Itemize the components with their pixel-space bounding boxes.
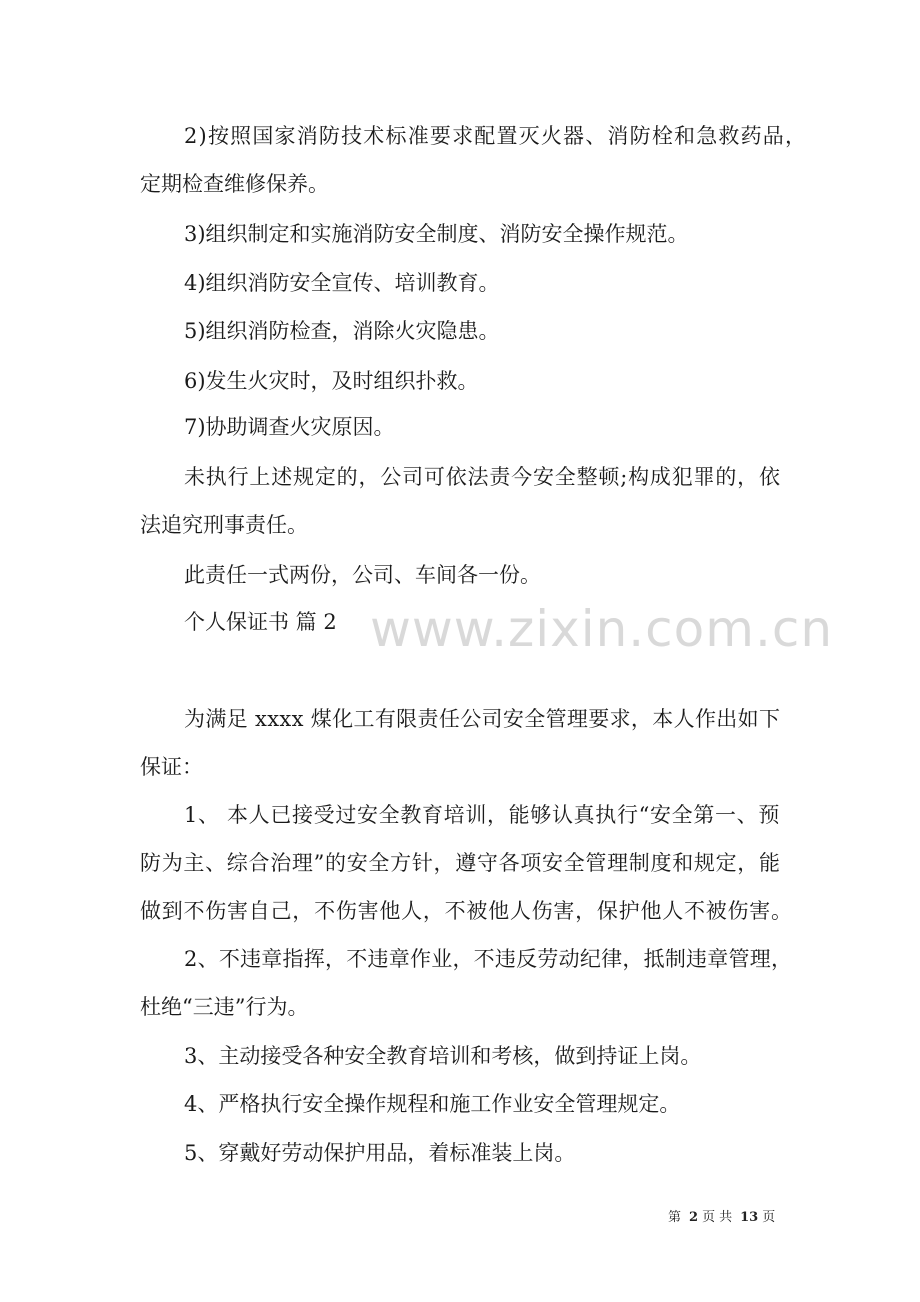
watermark: www.zixin.com.cn	[370, 600, 834, 658]
text-line: 此责任一式两份，公司、车间各一份。	[184, 563, 541, 587]
text-line: 2)按照国家消防技术标准要求配置灭火器、消防栓和急救药品，	[184, 124, 808, 148]
footer-page-number: 2	[689, 1210, 699, 1225]
footer-total-word: 共	[719, 1210, 733, 1225]
text-line: 3)组织制定和实施消防安全制度、消防安全操作规范。	[184, 222, 689, 246]
text-line: 杜绝“三违”行为。	[140, 995, 309, 1019]
text-line: 法追究刑事责任。	[140, 513, 308, 537]
text-line: 定期检查维修保养。	[140, 172, 329, 196]
text-line: 1、 本人已接受过安全教育培训，能够认真执行“安全第一、预	[184, 803, 780, 827]
footer-total-pages: 13	[740, 1210, 759, 1225]
footer-prefix: 第	[668, 1210, 682, 1225]
text-line: 6)发生火灾时，及时组织扑救。	[184, 369, 479, 393]
text-line: 5、穿戴好劳动保护用品，着标准装上岗。	[184, 1141, 576, 1165]
text-line: 5)组织消防检查，消除火灾隐患。	[184, 319, 500, 343]
text-line: 未执行上述规定的，公司可依法责今安全整顿;构成犯罪的，依	[184, 465, 781, 489]
text-line: 防为主、综合治理”的安全方针，遵守各项安全管理制度和规定，能	[140, 851, 781, 875]
text-line: 7)协助调查火灾原因。	[184, 415, 395, 439]
page-footer	[668, 1206, 779, 1225]
footer-page-word: 页	[702, 1210, 716, 1225]
section-heading: 个人保证书 篇 2	[184, 610, 337, 634]
text-line: 保证：	[140, 755, 203, 779]
text-line: 4)组织消防安全宣传、培训教育。	[184, 271, 500, 295]
text-line: 3、主动接受各种安全教育培训和考核，做到持证上岗。	[184, 1044, 702, 1068]
text-line: 2、不违章指挥，不违章作业，不违反劳动纪律，抵制违章管理，	[184, 947, 793, 971]
text-line: 做到不伤害自己，不伤害他人，不被他人伤害，保护他人不被伤害。	[140, 899, 793, 923]
text-line: 为满足 xxxx 煤化工有限责任公司安全管理要求，本人作出如下	[184, 707, 781, 731]
footer-suffix: 页	[762, 1210, 776, 1225]
text-line: 4、严格执行安全操作规程和施工作业安全管理规定。	[184, 1092, 681, 1116]
